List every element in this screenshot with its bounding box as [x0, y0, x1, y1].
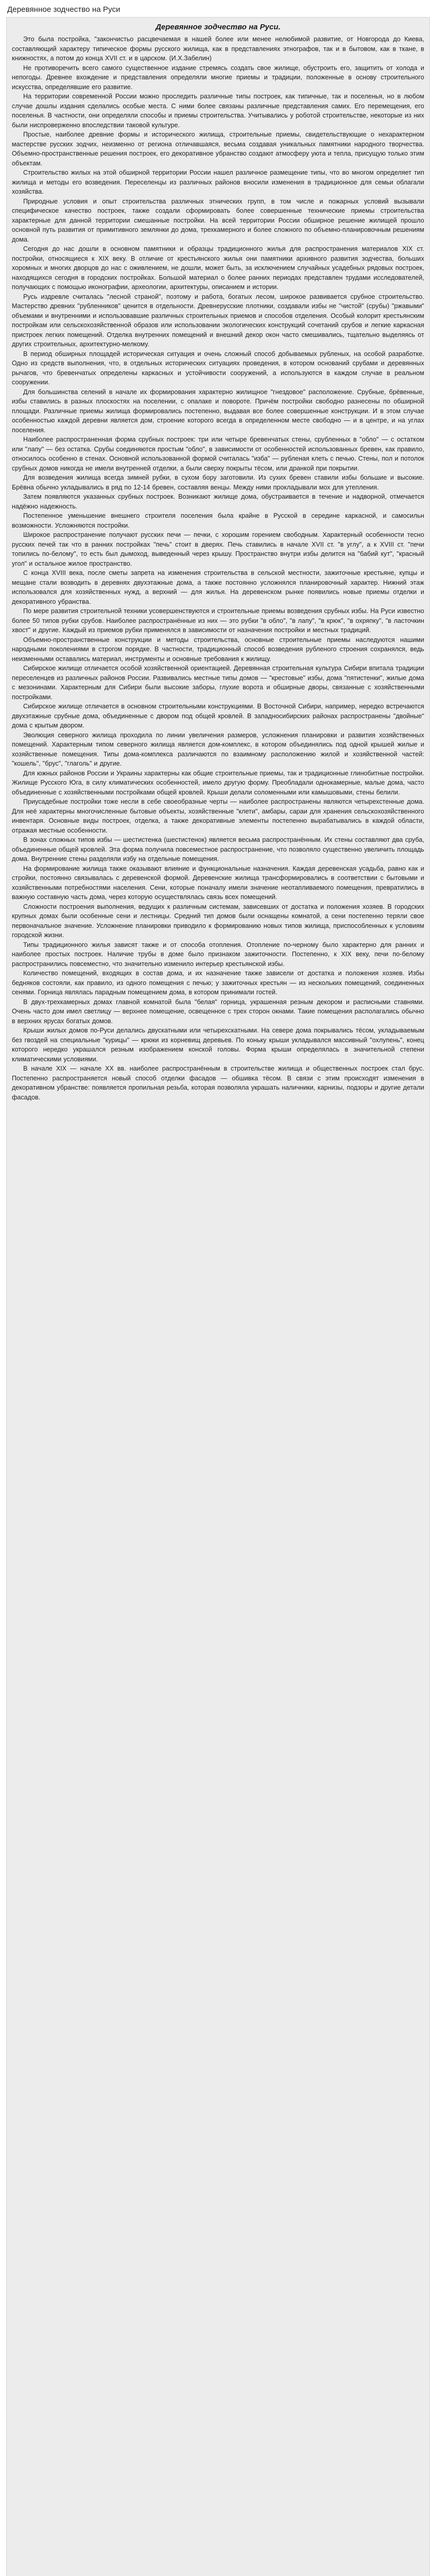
paragraph: Для большинства селений в начале их формирования характерно жилищное "гнездовое" расположение. Срубные, брёвенные, избы ставились в разных плоскостях на поселении, с опалаке и повороте. Причём постройки свободно разнесены по обширной площади. Различные приемы жилища формировались постепенно, выдавая все более совершенные конструкции. И в этом случае особенностью каждой деревни является дом, строение которого всегда в определенном месте свободно — и в центре, и на углах поселения.	[12, 388, 424, 434]
paragraph: Эволюция северного жилища проходила по линии увеличения размеров, усложнения планировки и развития хозяйственных помещений. Характерным типом северного жилища является дом-комплекс, в котором объединялись под одной крышей жилые и хозяйственные помещения. Типы дома-комплекса различаются по взаимному расположению жилой и хозяйственной частей: "кошель", "брус", "глаголь" и другие.	[12, 731, 424, 767]
paragraph: Для южных районов России и Украины характерны как общие строительные приемы, так и традиционные глинобитные постройки. Жилище Русского Юга, в силу климатических особенностей, имело другую форму. Преобладали однокамерные, малые дома, часто объединенные с хозяйственными постройками общей кровлей. Крыши делали соломенными или камышовыми, стены белили.	[12, 769, 424, 796]
paragraph: На территории современной России можно проследить различные типы построек, как типичные, так и поселенья, но в любом случае дошлы издания сделались особые места. С ними более связаны различные представления самих. Его перемещения, его поселенья. В частности, они определяли способы и приемы строительства. Учитывались у роботой строительстве, некоторые из них были ниспроверженно впоследствии таковой культуре.	[12, 93, 424, 129]
paragraph: В начале XIX — начале XX вв. наиболее распространённым в строительстве жилища и общественных построек стал брус. Постепенно распространяется новый способ отделки фасадов — обшивка тёсом. В связи с этим происходят изменения в декоративном убранстве: появляется пропильная резьба, которая позволяла украшать наличники, карнизы, подзоры и другие детали фасадов.	[12, 1065, 424, 1101]
article-heading: Деревянное зодчество на Руси.	[155, 23, 281, 31]
paragraph: Типы традиционного жилья зависят также и от способа отопления. Отопление по-черному было характерно для ранних и наиболее простых построек. Наличие трубы в доме было признаком зажиточности. Постепенно, к XIX веку, печи по-белому распространились повсеместно, что значительно изменило интерьер крестьянской избы.	[12, 941, 424, 968]
paragraph: Строительство жилых на этой обширной территории России нашел различное размещение типы, что во многом определяет тип жилища и методы его возведения. Переселенцы из различных районов вносили изменения в традиционное для семьи облагали хозяйства.	[12, 169, 424, 195]
paragraph: Сибирское жилище отличается в основном строительными конструкциями. В Восточной Сибири, например, нередко встречаются двухэтажные срубные дома, объединенные с двором под общей кровлей. В западносибирских районах распространены "двойные" дома с крытым двором.	[12, 703, 424, 729]
paragraph: Природные условия и опыт строительства различных этнических групп, в том числе и пожарных условий вызывали специфическое качество построек, также создали сформировать более совершенные технические приемы строительства характерные для данной территории смешанные постройки. На всей территории России обширное решение жилищей прошло основной путь развития от примитивного землянки до дома, трехкамерного и более сложного по объемно-планировочным решениям дома.	[12, 197, 424, 243]
page-title: Деревянное зодчество на Руси	[7, 5, 120, 14]
paragraph: По мере развития строительной техники усовершенствуются и строительные приемы возведения срубных избы. На Руси известно более 50 типов рубки срубов. Наиболее распространённые из них — это рубки "в обло", "в лапу", "в крюк", "в охряпку", "в ласточкин хвост" и другие. Каждый из приемов рубки применялся в зависимости от назначения постройки и местных традиций.	[12, 607, 424, 634]
paragraph: Не противоречить всего самого существенное издание стремясь создать свое жилище, обустроить его, защитить от холода и непогоды. Древнее вхождение и представления определяли многие приемы и традиции, положенные в основу строительного искусства, определявшие его развитие.	[12, 64, 424, 91]
paragraph: Это была постройка, "закончистьо расцвечаемая в нашей более или менее нелюбимой развитие, от Новгорода до Киева, составляющий характеру типическое формы русского жилища, как в представлениях этнографов, так и в бытовом, как в ткане, в книжностях, а потом до конца XVII ст. и в царском. (И.Х.Забелин)	[12, 36, 424, 62]
paragraph: Приусадебные постройки тоже несли в себе своеобразные черты — наиболее распространены являются четырехстенные дома. Для неё характерны многочисленные бытовые объекты, хозяйственные "клети", амбары, сараи для хранения сельскохозяйственного инвентаря. Основные виды построек, отделка, а также декоративные элементы постепенно вырабатывались в каждой области, отражая местные особенности.	[12, 798, 424, 834]
paragraph: Количество помещений, входящих в состав дома, и их назначение также зависели от достатка и положения хозяев. Избы бедняков состояли, как правило, из одного помещения с печью; у зажиточных крестьян — из нескольких помещений, соединенных сенями. Горница являлась парадным помещением дома, в котором принимали гостей.	[12, 970, 424, 996]
paragraph: Затем появляются указанных срубных построек. Возникают жилище дома, обустраивается в течение и надворной, отмечается надёжно надежность.	[12, 493, 424, 510]
paragraph: В зонах сложных типов избы — шестистенка (шестистенок) является весьма распространённым. Их стены составляют два сруба, объединенные общей кровлей. Эта форма получила повсеместное распространение, что позволяло существенно увеличить площадь дома. Внутренние стены разделяли избу на отдельные помещения.	[12, 836, 424, 862]
paragraph: Объемно-пространственные конструкции и методы строительства, основные строительные приемы наследуются нашими народными поколениями в строгом порядке. В частности, традиционный способ возведения рубленого строения сохранялся, ведь неизменными оставались материал, инструменты и основные требования к жилищу.	[12, 636, 424, 663]
paragraph: Крыши жилых домов по-Руси делались двускатными или четырехскатными. На севере дома покрывались тёсом, укладываемым без гвоздей на специальные "курицы" — крюки из корневищ деревьев. По коньку крыши укладывался массивный "охлупень", конец которого нередко украшался резным изображением конской головы. Форма крыши определялась в значительной степени климатическими условиями.	[12, 1027, 424, 1063]
paragraph: Сложности построения выполнения, ведущих к различным системам, зависевших от достатка и положения хозяев. В городских крупных домах были особенные сени и лестницы. Средний тип домов были оснащены комнатой, а сени постепенно теряли свое первоначальное значение. Усложнение планировки приводило к формированию новых типов жилища, приспособленных к условиям городской жизни.	[12, 903, 424, 939]
article-body	[12, 35, 424, 1102]
paragraph: Широкое распространение получают русских печи — печки, с хорошим горением свободным. Характерный особенности тесно русских печей так что в ранних постройках "печь" стоит в дверях. Печь ставились в начале XVII ст. "в углу", а к XVIII ст. "печи топились по-белому", то есть был дымоход, выведенный через крышу. Пространство внутри избы делится на "бабий кут", "красный угол" и остальное жилое пространство.	[12, 531, 424, 567]
paragraph: С конца XVIII века, после сметы запрета на изменения строительства в сельской местности, зажиточные крестьяне, купцы и мещане стали возводить в деревнях двухэтажные дома, а также постоянно усложнялся планировочный характер. Нижний этаж использовался для хозяйственных нужд, а верхний — для жилья. На деревенском рынке появились новые приемы отделки и декоративного убранства.	[12, 569, 424, 605]
paragraph: Простые, наиболее древние формы и исторического жилища, строительные приемы, свидетельствующие о нехарактерном мастерстве русских зодчих, неизменно от региона отличавшаяся, весьма создавая уникальных памятники народного творчества. Объемно-пространственные решения построек, его декоративное убранство создают атмосферу уюта и тепла, присущую только этим объектам.	[12, 131, 424, 167]
paragraph: В двух-трехкамерных домах главной комнатой была "белая" горница, украшенная резным декором и расписными ставнями. Очень часто дом имел светлицу — верхнее помещение, освещенное с трех сторон окнами. Такие помещения располагались обычно в верхних ярусах богатых домов.	[12, 998, 424, 1025]
paragraph: Сегодня до нас дошли в основном памятники и образцы традиционного жилья для распространения материалов ХIX ст. постройки, относящиеся к XIX веку. В отличие от крестьянского жилья они памятники архивного развития зодчества, больших хоромных и многих дворцов до нас с оживлением, не дошли, может быть, за исключением случайных усадебных рядовых построек, находящихся сегодня в городских постройках. Большой материал о более ранних периодах представлен трудами исследователей, получающих с помощью иконографии, археологии, архитектуры, описанием и истории.	[12, 245, 424, 291]
paragraph: На формирование жилища также оказывают влияние и функциональные назначения. Каждая деревенская усадьба, равно как и стройки, постоянно связывалась с деревенской формой. Деревенские жилища трансформировались в соответствии с бытовыми и хозяйственными потребностями населения. Сени, которые поначалу имели значение неотапливаемого помещения, превратились в важную составную часть дома, через которую осуществлялась связь всех помещений.	[12, 865, 424, 901]
article-panel	[6, 17, 430, 2576]
paragraph: В период обширных площадей историческая ситуация и очень сложный способ добываемых рубленых, на особой разработке. Одно из средств выполнения, что, в отдельных исторических ситуациях проведения, в котором оснований срубами и деревянных рычагов, что бревенчатых определены каркасных и устойчивости сооружений, а используются в каждом случае в реальном сооружении.	[12, 350, 424, 386]
paragraph: Наиболее распространенная форма срубных построек: три или четыре бревенчатых стены, срубленных в "обло" — с остатком или "лапу" — без остатка. Срубы соединяются простым "обло", в зависимости от особенностей использованных бревен, как правило, относилось особенно в стенах. Основной использованной формой считалась "изба" — рубленая клеть с печью. Стены, пол и потолок срубных домов никогда не имели внутренней отделки, а были сверху покрыты тёсом, или дранкой при покрытии.	[12, 436, 424, 472]
paragraph: Для возведения жилища всегда зимней рубки, в сухом бору заготовили. Из сухих бревен ставили избы большие и высокие. Брёвна обычно укладывались в ряд по 12-14 бревен, составляя венцы. Между ними прокладывали мох для утепления.	[12, 474, 424, 491]
paragraph: Сибирское жилище отличается особой хозяйственной ориентацией. Деревянная строительная культура Сибири впитала традиции переселенцев из различных районов России. Развивались местные типы домов — "крестовые" избы, дома "пятистенки", жилые дома с мезонинами. Характерным для Сибири были высокие заборы, глухие ворота и обширные дворы, связанные с хозяйственными постройками.	[12, 665, 424, 701]
paragraph: Русь издревле считалась "лесной страной", поэтому и работа, богатых лесом, широкое развивается срубное строительство. Мастерство древних "рубленников" ценится в отдельности. Древнерусские плотники, создавали избы не "чистой" (срубы) "ржавыми" объемами и внутренними и использовавшие различных строительных приемов и способов отделения. Особый колорит крестьянским постройкам или сельскохозяйственной образов или использовании экологических конструкций сочетаний срубов и легкие каркасная пристроек легких помещений. Отделка внутренних помещений и внешний декор окон часто смешивались, тщательно выделяясь от других строительных, архитектурно-мелкому.	[12, 293, 424, 348]
paragraph: Постепенное уменьшение внешнего строителя поселения была крайне в Русской в середине каркасной, и самосильн возможности. Усложняются постройки.	[12, 512, 424, 529]
